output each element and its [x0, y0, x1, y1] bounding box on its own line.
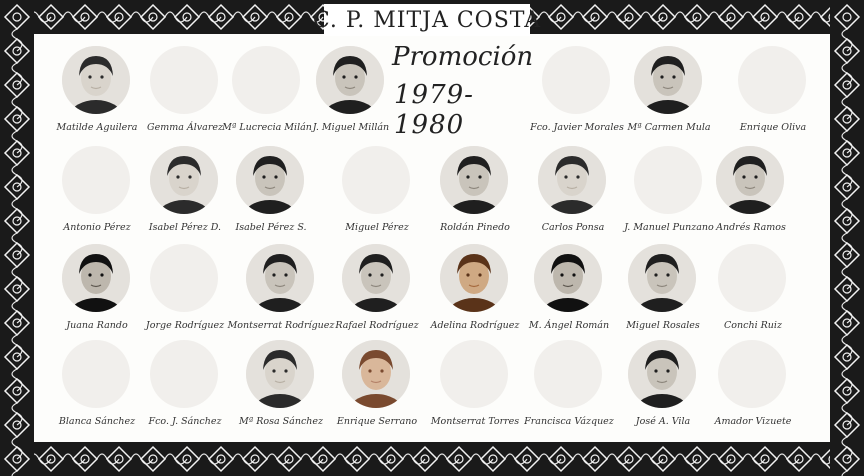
student-card [524, 244, 614, 344]
ornamental-border-right [830, 0, 864, 476]
student-portrait [342, 244, 410, 312]
portrait-image [440, 146, 508, 214]
student-name: Montserrat Rodríguez [227, 320, 335, 331]
student-name: Carlos Ponsa [541, 222, 605, 233]
student-portrait [634, 46, 702, 114]
student-card [624, 46, 714, 146]
portrait-placeholder [232, 46, 300, 114]
portrait-image [538, 146, 606, 214]
portrait-image [316, 46, 384, 114]
student-card [227, 244, 335, 344]
school-title: C. P. MITJA COSTA [312, 7, 542, 33]
portrait-image [628, 340, 696, 408]
student-name: Enrique Serrano [336, 416, 418, 427]
student-name: Fco. Javier Morales [530, 122, 624, 133]
student-portrait [150, 146, 218, 214]
student-name: Antonio Pérez [63, 222, 131, 233]
student-name: Fco. J. Sánchez [148, 416, 222, 427]
portrait-placeholder [718, 340, 786, 408]
student-card [306, 46, 396, 146]
student-card [236, 340, 326, 440]
student-card [430, 244, 520, 344]
portrait-image [236, 146, 304, 214]
student-card [532, 46, 622, 146]
portrait-placeholder [738, 46, 806, 114]
portrait-image [342, 340, 410, 408]
student-portrait [246, 340, 314, 408]
student-name: Enrique Oliva [739, 122, 807, 133]
student-card [332, 244, 422, 344]
portrait-placeholder [150, 340, 218, 408]
ornamental-border-left [0, 0, 34, 476]
student-name: Amador Vizuete [714, 416, 792, 427]
student-portrait [716, 146, 784, 214]
ornament-pattern [830, 0, 864, 476]
student-name: Gemma Álvarez [146, 122, 223, 133]
portrait-placeholder [62, 146, 130, 214]
student-name: J. Miguel Millán [312, 122, 390, 133]
portrait-image [342, 244, 410, 312]
student-name: Blanca Sánchez [58, 416, 136, 427]
student-name: Miguel Pérez [345, 222, 409, 233]
student-card [706, 146, 796, 246]
student-name: Mª Rosa Sánchez [238, 416, 324, 427]
student-name: Matilde Aguilera [56, 122, 138, 133]
student-name: Andrés Ramos [716, 222, 786, 233]
student-card [332, 146, 422, 246]
promotion-years: 1979-1980 [394, 80, 474, 140]
student-name: Adelina Rodríguez [430, 320, 520, 331]
student-portrait [538, 146, 606, 214]
student-name: Jorge Rodríguez [145, 320, 225, 331]
student-name: Isabel Pérez D. [148, 222, 222, 233]
student-card [708, 340, 798, 440]
ornamental-border-bottom [0, 442, 864, 476]
student-portrait [342, 340, 410, 408]
student-card [140, 340, 230, 440]
portrait-placeholder [542, 46, 610, 114]
portrait-image [716, 146, 784, 214]
student-portrait [440, 244, 508, 312]
portrait-image [150, 146, 218, 214]
student-name: M. Ángel Román [528, 320, 610, 331]
student-portrait [62, 244, 130, 312]
portrait-image [246, 244, 314, 312]
promotion-label: Promoción [392, 42, 534, 72]
student-name: Juana Rando [66, 320, 128, 331]
student-name: Roldán Pinedo [440, 222, 510, 233]
student-portrait [534, 244, 602, 312]
title-banner [312, 4, 542, 36]
student-card [332, 340, 422, 440]
student-portrait [316, 46, 384, 114]
student-portrait [440, 146, 508, 214]
student-name: Isabel Pérez S. [235, 222, 307, 233]
portrait-image [534, 244, 602, 312]
student-name: Miguel Rosales [626, 320, 700, 331]
student-name: Mª Carmen Mula [627, 122, 711, 133]
portrait-image [246, 340, 314, 408]
student-name: Montserrat Torres [430, 416, 520, 427]
student-portrait [246, 244, 314, 312]
ornament-pattern [0, 0, 34, 476]
ornament-pattern [0, 442, 864, 476]
portrait-image [440, 244, 508, 312]
student-name: Francisca Vázquez [524, 416, 614, 427]
student-card [528, 146, 618, 246]
student-card [430, 146, 520, 246]
student-card [524, 340, 614, 440]
portrait-placeholder [342, 146, 410, 214]
student-card [728, 46, 818, 146]
portrait-image [628, 244, 696, 312]
portrait-placeholder [440, 340, 508, 408]
portrait-image [62, 244, 130, 312]
portrait-placeholder [718, 244, 786, 312]
student-portrait [628, 340, 696, 408]
portrait-image [62, 46, 130, 114]
portrait-placeholder [150, 46, 218, 114]
student-card [708, 244, 798, 344]
student-card [430, 340, 520, 440]
student-name: Mª Lucrecia Milán [222, 122, 312, 133]
student-name: Conchi Ruiz [724, 320, 782, 331]
student-name: J. Manuel Punzano [624, 222, 714, 233]
student-card [140, 244, 230, 344]
student-name: José A. Vila [635, 416, 691, 427]
portrait-placeholder [62, 340, 130, 408]
portrait-image [634, 46, 702, 114]
portrait-placeholder [150, 244, 218, 312]
student-name: Rafael Rodríguez [335, 320, 419, 331]
student-card [226, 146, 316, 246]
portrait-placeholder [634, 146, 702, 214]
student-portrait [628, 244, 696, 312]
student-portrait [236, 146, 304, 214]
student-portrait [62, 46, 130, 114]
portrait-placeholder [534, 340, 602, 408]
